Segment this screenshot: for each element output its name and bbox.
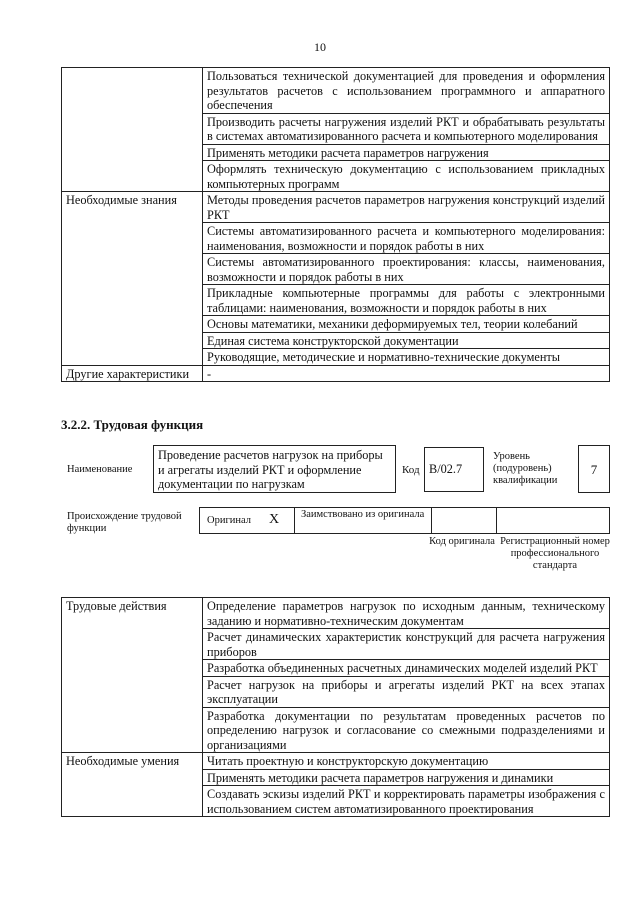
table-row [62,786,610,817]
row-item-cell: Системы автоматизированного проектирования: классы, наименования, возможности и порядок работы в них [203,254,610,285]
row-label-cell: Необходимые знания [62,192,203,223]
borrowed-label: Заимствовано из оригинала [301,509,425,520]
row-item-cell: Системы автоматизированного расчета и компьютерного моделирования: наименования, возможности и порядок работы в них [203,223,610,254]
table-row [62,349,610,366]
row-label-cell [62,707,203,753]
code-original-label: Код оригинала [429,536,495,547]
row-item-cell: Руководящие, методические и нормативно-технические документы [203,349,610,366]
row-label-cell [62,349,203,366]
table-row [62,676,610,707]
origin-label: Происхождение трудовой функции [67,511,182,534]
row-item-cell: Производить расчеты нагружения изделий РКТ и обрабатывать результаты в системах автоматизированного расчета и компьютерного моделирования [203,113,610,144]
table-row [62,629,610,660]
name-label: Наименование [67,464,133,475]
table-row [62,192,610,223]
requirements-table-bottom [61,597,610,817]
reg-number-label: Регистрационный номер профессионального стандарта [500,536,610,571]
table-row [62,254,610,285]
row-label-cell [62,144,203,161]
origin-row [199,507,610,534]
section-title: 3.2.2. Трудовая функция [61,417,204,432]
row-label-cell [62,68,203,114]
table-row [62,660,610,677]
borrowed-cell [295,508,432,533]
row-item-cell: Создавать эскизы изделий РКТ и корректировать параметры изображения с использованием систем автоматизированного проектирования [203,786,610,817]
row-item-cell: - [203,365,610,382]
row-item-cell: Прикладные компьютерные программы для работы с электронными таблицами: наименования, возможности и порядок работы в них [203,285,610,316]
row-label-cell: Необходимые умения [62,753,203,770]
table-row [62,285,610,316]
table-row [62,223,610,254]
table-row [62,68,610,114]
row-item-cell: Применять методики расчета параметров нагружения и динамики [203,769,610,786]
row-item-cell: Расчет динамических характеристик конструкций для расчета нагружения приборов [203,629,610,660]
page-number: 10 [314,40,326,54]
row-item-cell: Разработка документации по результатам проведенных расчетов по определению нагрузок и согласование со смежными подразделениями и организациями [203,707,610,753]
row-label-cell [62,629,203,660]
table-row [62,707,610,753]
table-row [62,161,610,192]
row-label-cell: Другие характеристики [62,365,203,382]
row-item-cell: Разработка объединенных расчетных динамических моделей изделий РКТ [203,660,610,677]
row-item-cell: Расчет нагрузок на приборы и агрегаты изделий РКТ на всех этапах эксплуатации [203,676,610,707]
row-label-cell [62,285,203,316]
table-row [62,365,610,382]
row-label-cell [62,769,203,786]
table-row [62,316,610,333]
original-label: Оригинал [207,515,251,526]
original-mark: X [269,512,280,527]
row-item-cell: Методы проведения расчетов параметров нагружения конструкций изделий РКТ [203,192,610,223]
table-row [62,753,610,770]
original-code-cell [432,508,497,533]
requirements-table-top [61,67,610,382]
table-row [62,598,610,629]
qualification-level-label: Уровень (подуровень) квалификации [493,451,558,486]
row-item-cell: Оформлять техническую документацию с использованием прикладных компьютерных программ [203,161,610,192]
row-label-cell [62,676,203,707]
row-label-cell [62,786,203,817]
row-item-cell: Определение параметров нагрузок по исходным данным, техническому заданию и нормативно-техническим документам [203,598,610,629]
row-item-cell: Пользоваться технической документацией для проведения и оформления результатов расчетов с использованием программного и аппаратного обеспечения [203,68,610,114]
row-label-cell [62,161,203,192]
row-item-cell: Применять методики расчета параметров нагружения [203,144,610,161]
reg-number-cell [497,508,611,533]
row-item-cell: Читать проектную и конструкторскую документацию [203,753,610,770]
row-label-cell [62,660,203,677]
row-label-cell [62,113,203,144]
table-row [62,113,610,144]
table-row [62,332,610,349]
row-item-cell: Основы математики, механики деформируемых тел, теории колебаний [203,316,610,333]
row-label-cell [62,223,203,254]
function-code-box: B/02.7 [424,447,484,492]
table-row [62,769,610,786]
row-label-cell [62,254,203,285]
qualification-level-box: 7 [578,445,610,493]
row-label-cell [62,316,203,333]
code-label: Код [402,464,420,476]
table-row [62,144,610,161]
function-name-box: Проведение расчетов нагрузок на приборы и агрегаты изделий РКТ и оформление документации по нагрузкам [153,445,396,493]
row-item-cell: Единая система конструкторской документации [203,332,610,349]
row-label-cell: Трудовые действия [62,598,203,629]
row-label-cell [62,332,203,349]
